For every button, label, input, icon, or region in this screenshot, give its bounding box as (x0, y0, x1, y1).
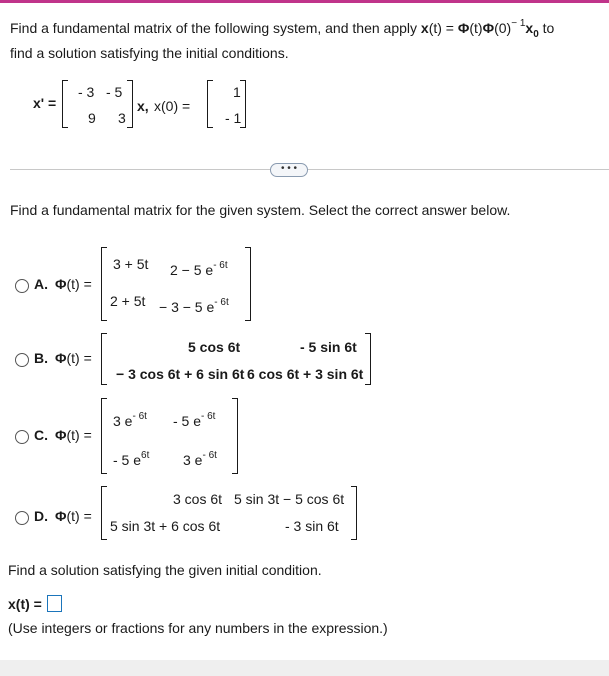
system-matrix-right-bracket (127, 80, 133, 128)
option-d-radio[interactable] (15, 511, 29, 525)
option-c-left-bracket (101, 398, 107, 474)
phi-symbol: Φ (55, 276, 67, 292)
option-a-r1c2 (170, 262, 228, 278)
initial-vector-right-bracket (240, 80, 246, 128)
option-c-r1c2-base: - 5 e (173, 413, 202, 429)
question-line-1 (10, 18, 555, 40)
option-a-radio[interactable] (15, 279, 29, 293)
option-d-r2c2: - 3 sin 6t (285, 518, 339, 534)
top-accent-bar (0, 0, 609, 3)
option-c-lhs-text: (t) = (66, 427, 92, 443)
option-d-r2c1: 5 sin 3t + 6 cos 6t (110, 518, 221, 534)
question-line-2: find a solution satisfying the initial conditions. (10, 45, 289, 61)
formula-inverse: − 1 (511, 18, 526, 29)
phi-symbol: Φ (55, 350, 67, 366)
system-matrix-r2c1: 9 (88, 110, 96, 126)
option-c-radio[interactable] (15, 430, 29, 444)
option-c-r2c1 (113, 452, 149, 468)
option-b-r1c2: - 5 sin 6t (300, 339, 357, 355)
system-matrix-r1c1: - 3 (78, 84, 95, 100)
answer-lhs: x(t) = (8, 596, 42, 612)
option-b-letter: B. (34, 350, 48, 366)
system-lhs: x' = (33, 95, 57, 111)
option-d-lhs-text: (t) = (66, 508, 92, 524)
initial-lhs: x(0) = (154, 98, 191, 114)
option-c-r1c2 (173, 413, 215, 429)
option-a-r1c2-exp: - 6t (213, 260, 228, 271)
option-a-lhs-text: (t) = (66, 276, 92, 292)
question-text-to: to (542, 20, 555, 36)
initial-vector-r1: 1 (233, 84, 241, 100)
system-x: x, (137, 98, 149, 114)
formula-phi-2: Φ (482, 20, 495, 36)
formula-t-eq: (t) = (428, 20, 458, 36)
system-matrix-r1c2: - 5 (106, 84, 123, 100)
option-a-letter: A. (34, 276, 48, 292)
initial-vector-left-bracket (207, 80, 213, 128)
option-b-lhs (55, 350, 92, 366)
option-b-radio[interactable] (15, 353, 29, 367)
option-a-r2c2 (159, 299, 229, 315)
option-c-r1c2-exp: - 6t (201, 411, 216, 422)
formula-x: x (420, 20, 429, 36)
option-a-r2c1: 2 + 5t (110, 293, 146, 309)
option-d-lhs (55, 508, 92, 524)
option-a-r1c2-base: 2 − 5 e (170, 262, 214, 278)
option-b-lhs-text: (t) = (66, 350, 92, 366)
option-c-r2c2 (183, 452, 217, 468)
option-a-right-bracket (245, 247, 251, 321)
option-a-lhs (55, 276, 92, 292)
option-c-r2c2-exp: - 6t (202, 450, 217, 461)
footer-bar (0, 660, 609, 676)
answer-hint: (Use integers or fractions for any numbers in the expression.) (8, 620, 388, 636)
system-matrix-left-bracket (62, 80, 68, 128)
option-c-r1c1-exp: - 6t (132, 411, 147, 422)
option-a-left-bracket (101, 247, 107, 321)
option-d-right-bracket (351, 486, 357, 540)
option-c-r1c1-base: 3 e (113, 413, 133, 429)
formula-t: (t) (469, 20, 483, 36)
section-divider (10, 169, 609, 170)
option-a-r2c2-exp: - 6t (214, 297, 229, 308)
phi-symbol: Φ (55, 508, 67, 524)
answer-input[interactable] (47, 595, 62, 612)
option-c-r2c2-base: 3 e (183, 452, 203, 468)
option-b-left-bracket (101, 333, 107, 385)
show-more-button[interactable]: • • • (270, 163, 308, 177)
option-d-r1c2: 5 sin 3t − 5 cos 6t (234, 491, 345, 507)
option-c-r1c1 (113, 413, 147, 429)
part1-prompt: Find a fundamental matrix for the given system. Select the correct answer below. (10, 202, 511, 218)
option-b-r2c2: 6 cos 6t + 3 sin 6t (247, 366, 364, 382)
option-c-r2c1-base: - 5 e (113, 452, 142, 468)
option-c-r2c1-exp: 6t (141, 450, 150, 461)
system-x-wrap (137, 98, 149, 114)
part2-prompt: Find a solution satisfying the given initial condition. (8, 562, 322, 578)
formula-x0-sub: 0 (533, 29, 539, 40)
option-d-left-bracket (101, 486, 107, 540)
option-a-r1c1: 3 + 5t (113, 256, 149, 272)
formula-zero: (0) (494, 20, 512, 36)
option-d-r1c1: 3 cos 6t (173, 491, 223, 507)
option-c-right-bracket (232, 398, 238, 474)
option-a-r2c2-base: − 3 − 5 e (159, 299, 215, 315)
formula-phi: Φ (457, 20, 470, 36)
option-b-right-bracket (365, 333, 371, 385)
phi-symbol: Φ (55, 427, 67, 443)
option-b-r2c1: − 3 cos 6t + 6 sin 6t (116, 366, 245, 382)
option-c-lhs (55, 427, 92, 443)
option-b-r1c1: 5 cos 6t (188, 339, 241, 355)
question-text: Find a fundamental matrix of the following system, and then apply (10, 20, 421, 36)
formula-x0: x (525, 20, 534, 36)
option-d-letter: D. (34, 508, 48, 524)
option-c-letter: C. (34, 427, 48, 443)
initial-vector-r2: - 1 (225, 110, 242, 126)
system-matrix-r2c2: 3 (118, 110, 126, 126)
